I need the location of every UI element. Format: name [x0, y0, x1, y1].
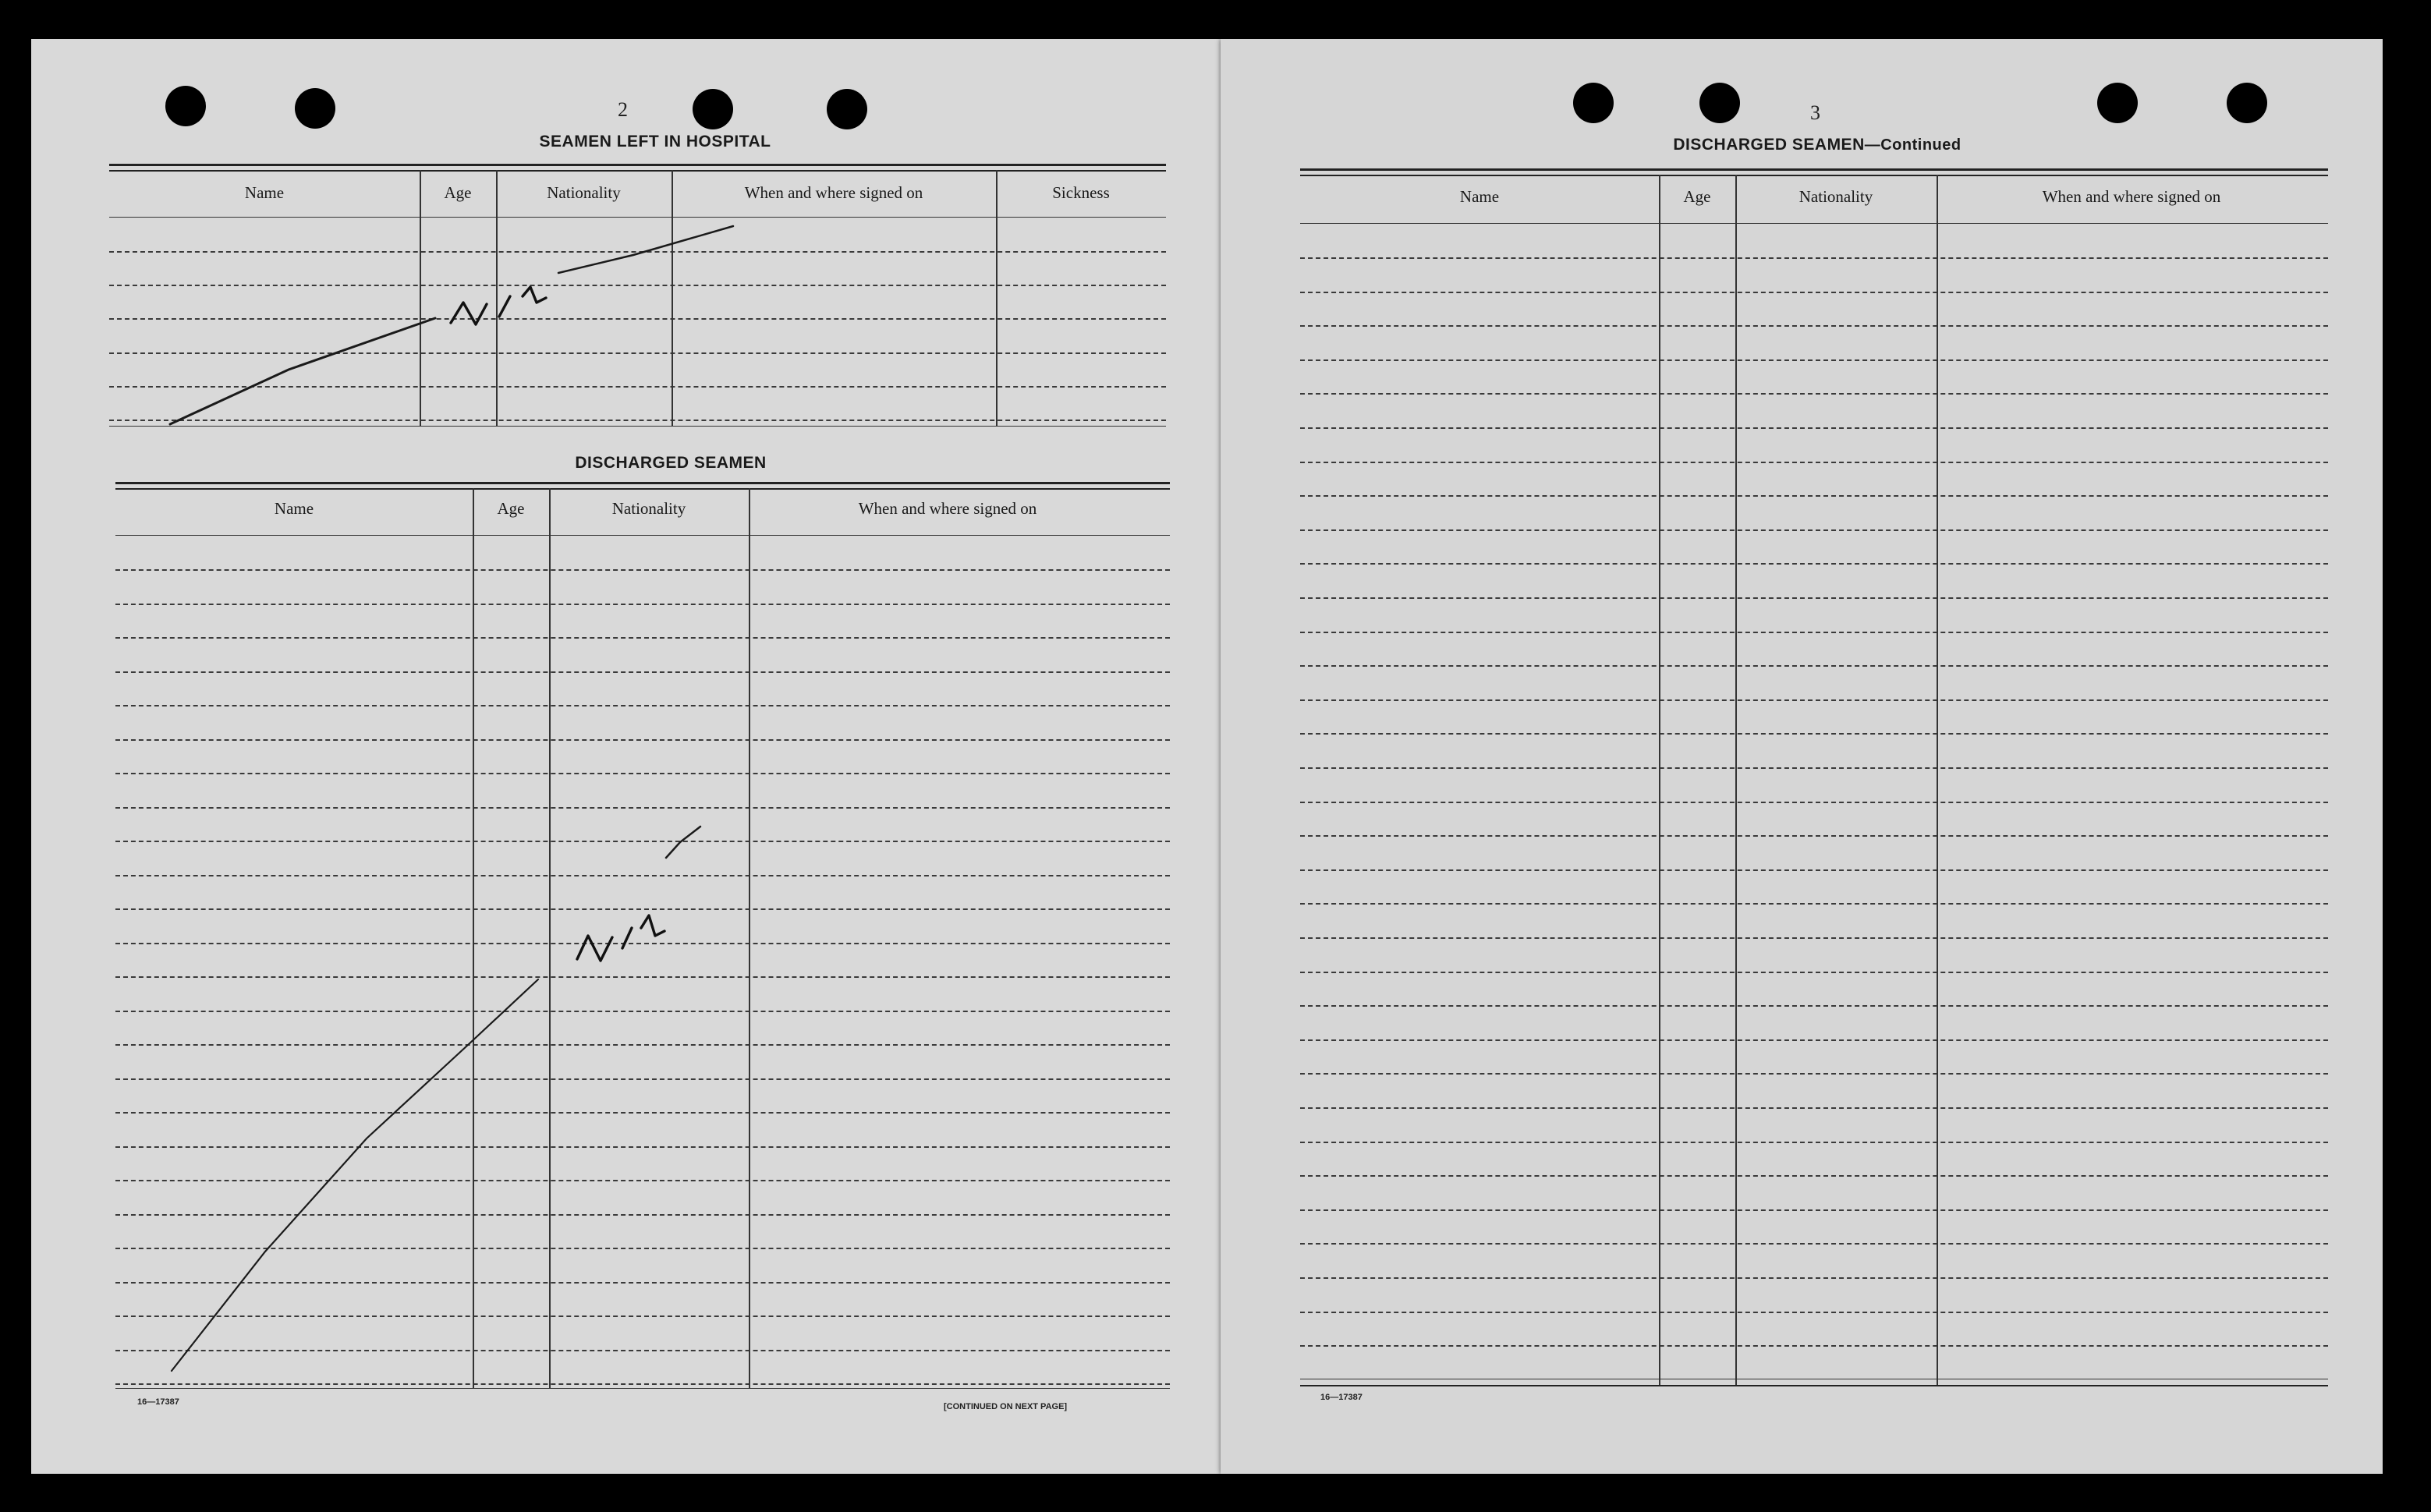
- column-header-name: Name: [1459, 187, 1500, 206]
- column-header-signed-on: When and where signed on: [2042, 187, 2221, 206]
- form-number: 16—17387: [137, 1397, 179, 1407]
- hospital-section-title: SEAMEN LEFT IN HOSPITAL: [539, 133, 771, 150]
- rule: [1300, 175, 2328, 176]
- row-line: [1300, 495, 2328, 497]
- row-line: [1300, 462, 2328, 463]
- punch-hole: [2227, 83, 2267, 123]
- row-line: [1300, 359, 2328, 361]
- punch-hole: [1699, 83, 1740, 123]
- column-header-age: Age: [1683, 187, 1711, 206]
- row-line: [1300, 257, 2328, 259]
- row-line: [1300, 563, 2328, 565]
- row-line: [1300, 292, 2328, 293]
- row-line: [1300, 937, 2328, 939]
- page-number: 2: [618, 98, 628, 121]
- page-number: 3: [1810, 101, 1820, 124]
- column-header-signed-on: When and where signed on: [858, 499, 1037, 518]
- column-divider: [1659, 175, 1660, 1385]
- column-divider: [1735, 175, 1737, 1385]
- row-line: [1300, 393, 2328, 395]
- row-line: [1300, 1243, 2328, 1245]
- row-line: [1300, 767, 2328, 769]
- column-header-signed-on: When and where signed on: [744, 183, 923, 202]
- row-line: [1300, 1345, 2328, 1347]
- column-header-name: Name: [244, 183, 285, 202]
- punch-hole: [1573, 83, 1614, 123]
- row-line: [1300, 597, 2328, 599]
- row-line: [1300, 699, 2328, 701]
- row-line: [1300, 1073, 2328, 1075]
- nil-handwriting: [451, 287, 664, 961]
- column-header-age: Age: [444, 183, 472, 202]
- row-line: [1300, 733, 2328, 735]
- left-page: [31, 39, 1221, 1474]
- row-line: [1300, 1209, 2328, 1211]
- row-line: [1300, 1277, 2328, 1279]
- row-line: [1300, 802, 2328, 803]
- row-line: [1300, 325, 2328, 327]
- row-line: [1300, 903, 2328, 905]
- discharged-continued-title: [1572, 136, 2063, 154]
- row-line: [1300, 427, 2328, 429]
- rule: [1300, 1385, 2328, 1386]
- row-line: [1300, 632, 2328, 633]
- column-header-nationality: Nationality: [1798, 187, 1873, 206]
- column-header-age: Age: [497, 499, 525, 518]
- column-header-name: Name: [274, 499, 314, 518]
- row-line: [1300, 1107, 2328, 1109]
- row-line: [1300, 972, 2328, 973]
- row-line: [1300, 1312, 2328, 1313]
- rule: [1300, 223, 2328, 224]
- row-line: [1300, 1175, 2328, 1177]
- form-number: 16—17387: [1320, 1393, 1363, 1402]
- row-line: [1300, 1142, 2328, 1143]
- column-header-sickness: Sickness: [1052, 183, 1110, 202]
- discharged-section-title: DISCHARGED SEAMEN: [575, 454, 767, 472]
- row-line: [1300, 1039, 2328, 1041]
- handwritten-strike: [31, 39, 1221, 1474]
- title-suffix: —Continued: [1864, 136, 1961, 154]
- row-line: [1300, 1005, 2328, 1007]
- column-header-nationality: Nationality: [611, 499, 686, 518]
- title-main: DISCHARGED SEAMEN: [1673, 136, 1865, 154]
- row-line: [1300, 665, 2328, 667]
- punch-hole: [2097, 83, 2138, 123]
- column-header-nationality: Nationality: [547, 183, 621, 202]
- column-divider: [1937, 175, 1938, 1385]
- row-line: [1300, 529, 2328, 531]
- right-page: [1221, 39, 2383, 1474]
- continued-note: [CONTINUED ON NEXT PAGE]: [944, 1402, 1068, 1411]
- row-line: [1300, 869, 2328, 871]
- rule: [1300, 168, 2328, 171]
- row-line: [1300, 835, 2328, 837]
